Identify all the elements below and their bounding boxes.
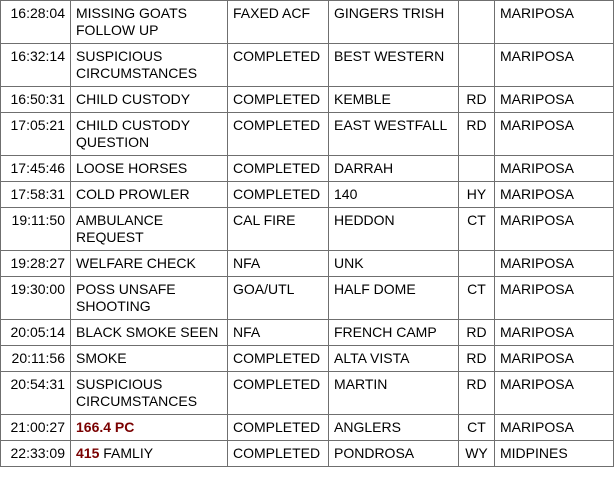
table-row <box>1 1 614 44</box>
area-cell: MARIPOSA <box>495 182 614 208</box>
area-cell: MARIPOSA <box>495 251 614 277</box>
disposition-cell: GOA/UTL <box>228 277 329 320</box>
table-row <box>1 320 614 346</box>
table-row <box>1 44 614 87</box>
street-suffix-cell <box>459 156 495 182</box>
time-cell: 22:33:09 <box>1 441 71 467</box>
location-cell: EAST WESTFALL <box>329 113 459 156</box>
location-cell: HALF DOME <box>329 277 459 320</box>
location-cell: ANGLERS <box>329 415 459 441</box>
street-suffix-cell: CT <box>459 208 495 251</box>
disposition-cell: NFA <box>228 320 329 346</box>
time-cell: 16:50:31 <box>1 87 71 113</box>
table-row <box>1 251 614 277</box>
area-cell: MARIPOSA <box>495 320 614 346</box>
area-cell: MARIPOSA <box>495 113 614 156</box>
table-row <box>1 156 614 182</box>
location-cell: ALTA VISTA <box>329 346 459 372</box>
time-cell: 17:05:21 <box>1 113 71 156</box>
time-cell: 16:28:04 <box>1 1 71 44</box>
location-cell: PONDROSA <box>329 441 459 467</box>
time-cell: 20:11:56 <box>1 346 71 372</box>
call-type-cell: SUSPICIOUS CIRCUMSTANCES <box>71 372 228 415</box>
call-type-cell: CHILD CUSTODY <box>71 87 228 113</box>
area-cell: MARIPOSA <box>495 87 614 113</box>
call-type-cell <box>71 441 228 467</box>
call-type-cell: LOOSE HORSES <box>71 156 228 182</box>
call-type-cell: SMOKE <box>71 346 228 372</box>
table-row <box>1 277 614 320</box>
penal-code-highlight: 415 <box>76 445 100 461</box>
disposition-cell: CAL FIRE <box>228 208 329 251</box>
call-type-cell: MISSING GOATS FOLLOW UP <box>71 1 228 44</box>
street-suffix-cell: RD <box>459 113 495 156</box>
location-cell: GINGERS TRISH <box>329 1 459 44</box>
location-cell: BEST WESTERN <box>329 44 459 87</box>
time-cell: 19:30:00 <box>1 277 71 320</box>
call-type-cell: SUSPICIOUS CIRCUMSTANCES <box>71 44 228 87</box>
call-type-text: FAMLIY <box>103 445 154 461</box>
disposition-cell: COMPLETED <box>228 44 329 87</box>
area-cell: MARIPOSA <box>495 208 614 251</box>
time-cell: 20:54:31 <box>1 372 71 415</box>
call-type-cell: CHILD CUSTODY QUESTION <box>71 113 228 156</box>
street-suffix-cell: RD <box>459 346 495 372</box>
location-cell: DARRAH <box>329 156 459 182</box>
time-cell: 19:11:50 <box>1 208 71 251</box>
disposition-cell: COMPLETED <box>228 441 329 467</box>
street-suffix-cell: CT <box>459 277 495 320</box>
call-type-cell: BLACK SMOKE SEEN <box>71 320 228 346</box>
disposition-cell: COMPLETED <box>228 156 329 182</box>
table-row <box>1 415 614 441</box>
location-cell: KEMBLE <box>329 87 459 113</box>
table-row <box>1 182 614 208</box>
penal-code-highlight: 166.4 PC <box>76 419 135 435</box>
table-row <box>1 346 614 372</box>
area-cell: MARIPOSA <box>495 372 614 415</box>
disposition-cell: COMPLETED <box>228 346 329 372</box>
location-cell: UNK <box>329 251 459 277</box>
area-cell: MARIPOSA <box>495 44 614 87</box>
disposition-cell: COMPLETED <box>228 415 329 441</box>
disposition-cell: COMPLETED <box>228 182 329 208</box>
time-cell: 16:32:14 <box>1 44 71 87</box>
table-row <box>1 208 614 251</box>
call-type-cell <box>71 415 228 441</box>
area-cell: MARIPOSA <box>495 156 614 182</box>
street-suffix-cell: WY <box>459 441 495 467</box>
street-suffix-cell <box>459 251 495 277</box>
disposition-cell: NFA <box>228 251 329 277</box>
area-cell: MARIPOSA <box>495 346 614 372</box>
table-row <box>1 113 614 156</box>
location-cell: FRENCH CAMP <box>329 320 459 346</box>
call-type-cell: POSS UNSAFE SHOOTING <box>71 277 228 320</box>
time-cell: 20:05:14 <box>1 320 71 346</box>
time-cell: 17:58:31 <box>1 182 71 208</box>
disposition-cell: COMPLETED <box>228 113 329 156</box>
area-cell: MIDPINES <box>495 441 614 467</box>
street-suffix-cell: CT <box>459 415 495 441</box>
street-suffix-cell <box>459 44 495 87</box>
street-suffix-cell: RD <box>459 372 495 415</box>
time-cell: 19:28:27 <box>1 251 71 277</box>
table-row <box>1 372 614 415</box>
location-cell: MARTIN <box>329 372 459 415</box>
table-row <box>1 87 614 113</box>
area-cell: MARIPOSA <box>495 1 614 44</box>
time-cell: 17:45:46 <box>1 156 71 182</box>
street-suffix-cell: RD <box>459 87 495 113</box>
call-type-cell: COLD PROWLER <box>71 182 228 208</box>
disposition-cell: COMPLETED <box>228 87 329 113</box>
street-suffix-cell: RD <box>459 320 495 346</box>
disposition-cell: FAXED ACF <box>228 1 329 44</box>
area-cell: MARIPOSA <box>495 415 614 441</box>
time-cell: 21:00:27 <box>1 415 71 441</box>
location-cell: 140 <box>329 182 459 208</box>
street-suffix-cell <box>459 1 495 44</box>
location-cell: HEDDON <box>329 208 459 251</box>
call-type-cell: AMBULANCE REQUEST <box>71 208 228 251</box>
call-type-cell: WELFARE CHECK <box>71 251 228 277</box>
street-suffix-cell: HY <box>459 182 495 208</box>
disposition-cell: COMPLETED <box>228 372 329 415</box>
table-row <box>1 441 614 467</box>
area-cell: MARIPOSA <box>495 277 614 320</box>
